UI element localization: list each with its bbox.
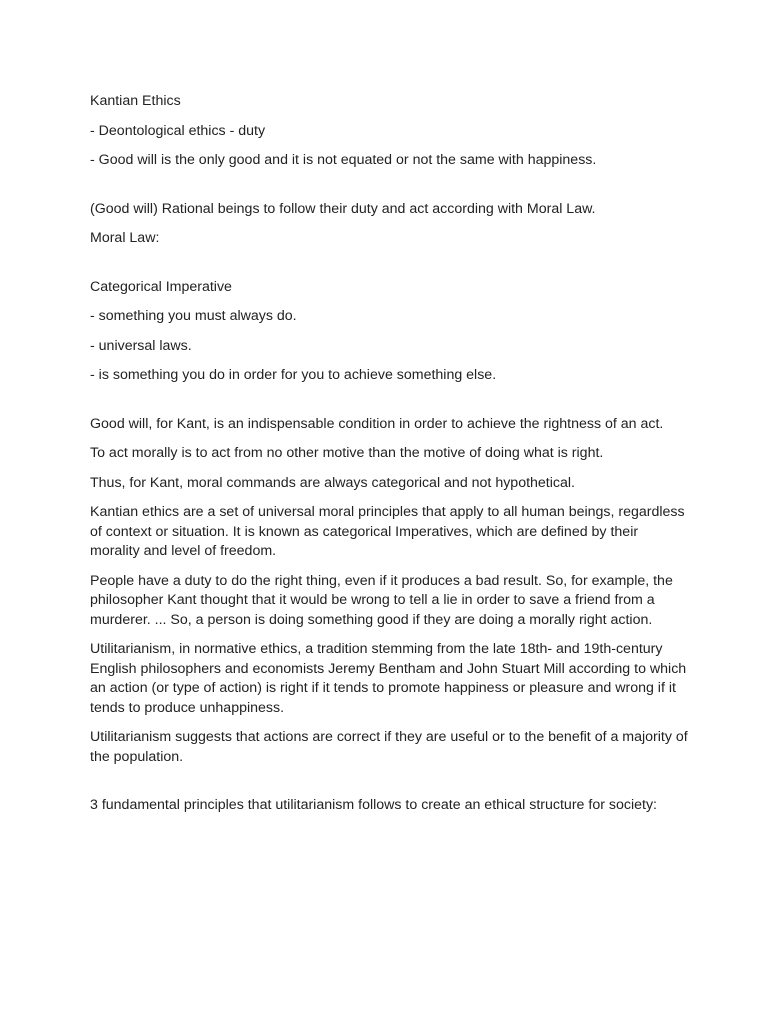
paragraph: - Good will is the only good and it is not equated or not the same with happiness. [90, 152, 597, 168]
paragraph: Utilitarianism suggests that actions are correct if they are useful or to the benefit of a majority of the population. [90, 729, 688, 765]
paragraph: 3 fundamental principles that utilitarianism follows to create an ethical structure for society: [90, 797, 657, 813]
list-item: - something you must always do. [90, 308, 297, 324]
paragraph: - Deontological ethics - duty [90, 122, 266, 139]
paragraph: People have a duty to do the right thing, even if it produces a bad result. So, for example, the philosopher Kant thought that it would be wrong to tell a lie in order to save a friend from a murderer. ... So, a person is doing something good if they are doing a morally right action. [90, 572, 673, 628]
document-heading: Kantian Ethics [90, 93, 181, 109]
paragraph: Good will, for Kant, is an indispensable condition in order to achieve the rightness of an act. [90, 415, 664, 432]
list-item: - is something you do in order for you to achieve something else. [90, 367, 497, 383]
section-heading: Categorical Imperative [90, 278, 232, 295]
paragraph: Kantian ethics are a set of universal moral principles that apply to all human beings, regardless of context or situation. It is known as categorical Imperatives, which are defined by their morality and level of freedom. [90, 504, 685, 559]
paragraph: Utilitarianism, in normative ethics, a tradition stemming from the late 18th- and 19th-century English philosophers and economists Jeremy Bentham and John Stuart Mill according to which an action (or type of action) is right if it tends to promote happiness or pleasure and wrong if it tends to produce unhappiness. [90, 641, 687, 716]
paragraph: Thus, for Kant, moral commands are always categorical and not hypothetical. [90, 474, 575, 491]
paragraph: Moral Law: [90, 230, 160, 246]
paragraph: (Good will) Rational beings to follow their duty and act according with Moral Law. [90, 200, 596, 217]
list-item: - universal laws. [90, 337, 192, 354]
paragraph: To act morally is to act from no other motive than the motive of doing what is right. [90, 445, 604, 461]
document-body [90, 92, 690, 826]
